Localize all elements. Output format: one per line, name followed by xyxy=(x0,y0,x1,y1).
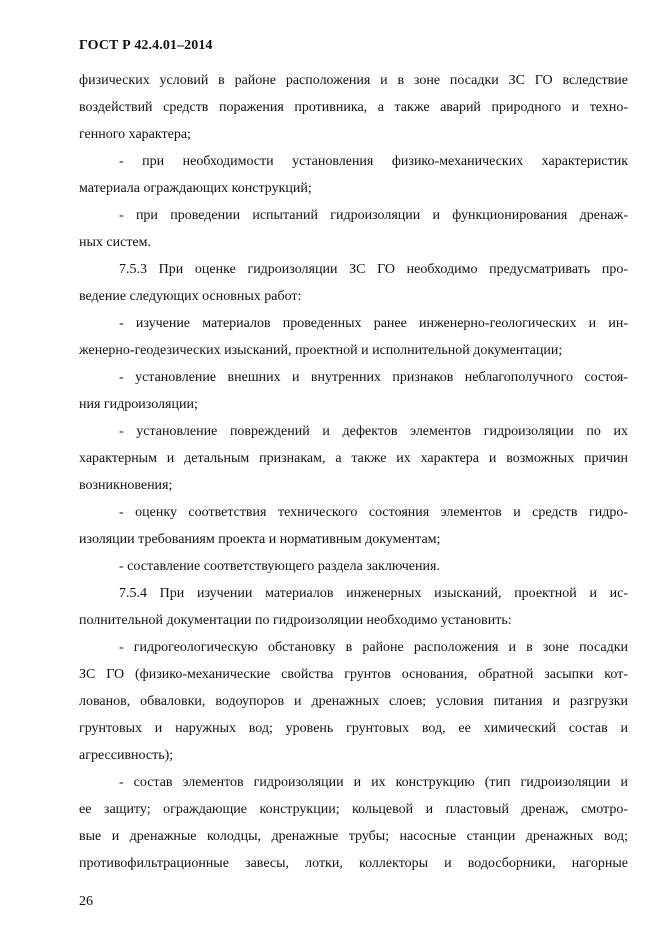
text-line: агрессивность); xyxy=(79,748,174,763)
text-line: воздействий средств поражения противника, а также аварий природного и техно- xyxy=(79,100,628,115)
text-line: ЗС ГО (физико-механические свойства грунтов основания, обратной засыпки кот- xyxy=(79,667,628,682)
text-line: полнительной документации по гидроизоляции необходимо установить: xyxy=(79,613,512,628)
body-text xyxy=(79,72,628,882)
text-line: - составление соответствующего раздела заключения. xyxy=(119,559,440,574)
text-line: вые и дренажные колодцы, дренажные трубы; насосные станции дренажных вод; xyxy=(79,829,628,844)
text-line: 7.5.3 При оценке гидроизоляции ЗС ГО необходимо предусматривать про- xyxy=(119,262,628,277)
text-line: - гидрогеологическую обстановку в районе расположения и в зоне посадки xyxy=(119,640,628,655)
text-line: характерным и детальным признакам, а также их характера и возможных причин xyxy=(79,451,628,466)
document-header: ГОСТ Р 42.4.01–2014 xyxy=(79,38,213,53)
text-line: материала ограждающих конструкций; xyxy=(79,181,312,196)
text-line: ведение следующих основных работ: xyxy=(79,289,302,304)
text-line: ее защиту; ограждающие конструкции; кольцевой и пластовый дренаж, смотро- xyxy=(79,802,628,817)
text-line: грунтовых и наружных вод; уровень грунтовых вод, ее химический состав и xyxy=(79,721,628,736)
text-line: - оценку соответствия технического состояния элементов и средств гидро- xyxy=(119,505,628,520)
text-line: - при проведении испытаний гидроизоляции и функционирования дренаж- xyxy=(119,208,628,223)
text-line: возникновения; xyxy=(79,478,173,493)
text-line: - при необходимости установления физико-механических характеристик xyxy=(119,154,628,169)
text-line: физических условий в районе расположения и в зоне посадки ЗС ГО вследствие xyxy=(79,73,628,88)
text-line: генного характера; xyxy=(79,127,191,142)
text-line: женерно-геодезических изысканий, проектной и исполнительной документации; xyxy=(79,343,563,358)
text-line: - установление внешних и внутренних признаков неблагополучного состоя- xyxy=(119,370,628,385)
text-line: ния гидроизоляции; xyxy=(79,397,198,412)
text-line: - установление повреждений и дефектов элементов гидроизоляции по их xyxy=(119,424,628,439)
text-line: лованов, обваловки, водоупоров и дренажных слоев; условия питания и разгрузки xyxy=(79,694,628,709)
text-line: - состав элементов гидроизоляции и их конструкцию (тип гидроизоляции и xyxy=(119,775,628,790)
text-line: изоляции требованиям проекта и нормативным документам; xyxy=(79,532,441,547)
text-line: - изучение материалов проведенных ранее инженерно-геологических и ин- xyxy=(119,316,628,331)
text-line: противофильтрационные завесы, лотки, коллекторы и водосборники, нагорные xyxy=(79,856,628,871)
text-line: 7.5.4 При изучении материалов инженерных изысканий, проектной и ис- xyxy=(119,586,628,601)
text-line: ных систем. xyxy=(79,235,152,250)
page-number: 26 xyxy=(79,894,93,909)
